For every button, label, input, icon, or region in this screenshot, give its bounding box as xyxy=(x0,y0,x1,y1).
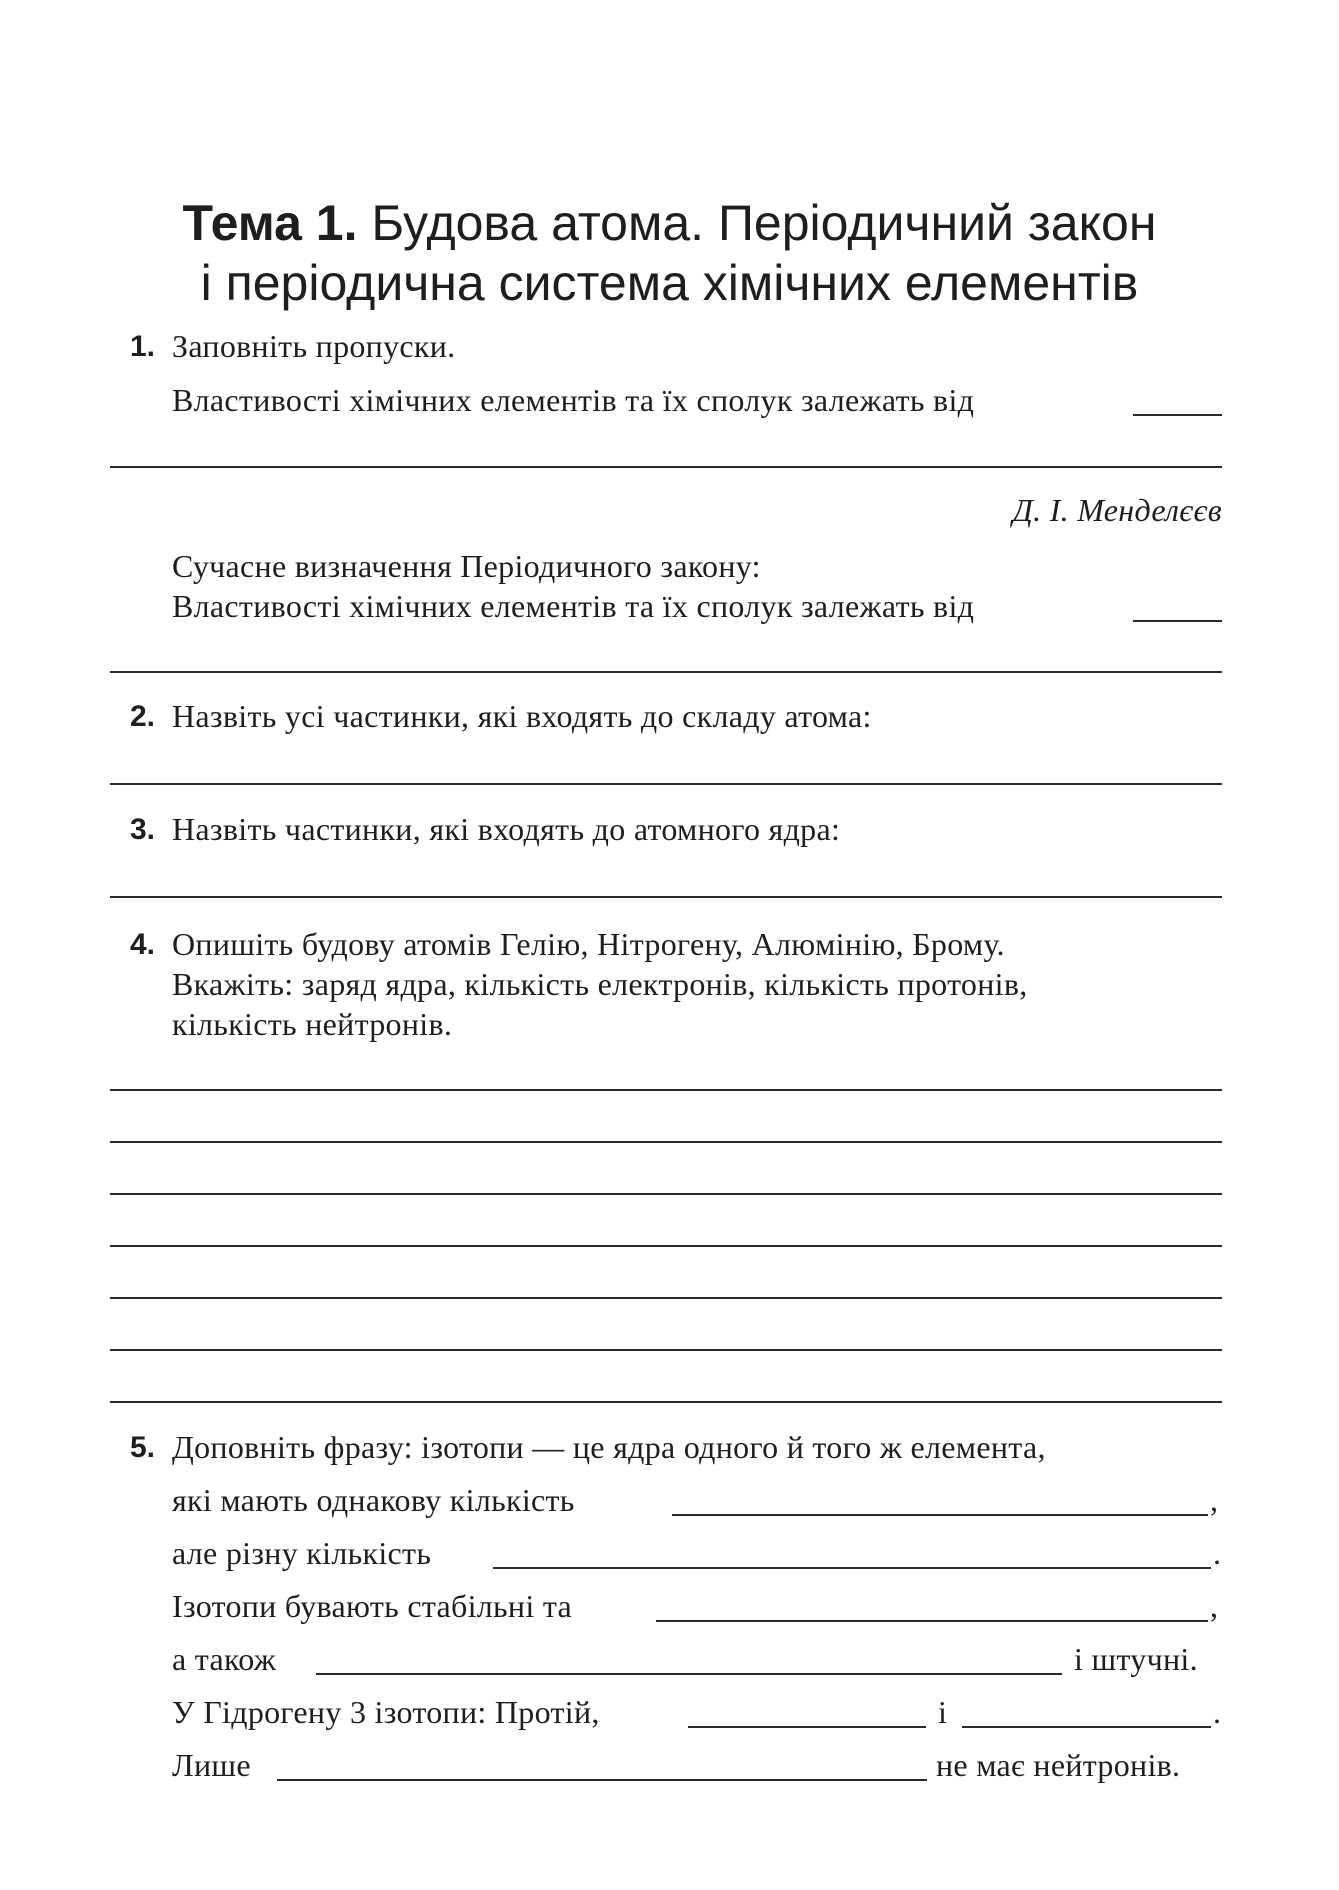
answer-blank-5f[interactable] xyxy=(962,1726,1211,1728)
answer-line-2[interactable] xyxy=(110,783,1222,785)
page-title-line-1 xyxy=(0,192,1339,254)
answer-blank-5d[interactable] xyxy=(316,1673,1062,1675)
answer-line-4[interactable] xyxy=(110,1141,1222,1143)
question-5-number: 5. xyxy=(130,1431,156,1464)
punct-period: . xyxy=(1213,1694,1222,1730)
punct-period: . xyxy=(1213,1535,1222,1571)
question-5-line-2: які мають однакову кількість xyxy=(172,1482,575,1518)
topic-number: Тема 1. xyxy=(182,195,358,251)
question-4-line-2: Вкажіть: заряд ядра, кількість електронів, кількість протонів, xyxy=(172,966,1028,1002)
question-5-line-3: але різну кількість xyxy=(172,1535,432,1571)
answer-blank-1a[interactable] xyxy=(1133,414,1222,416)
question-5-line-7: Лише xyxy=(172,1747,251,1783)
answer-blank-1b[interactable] xyxy=(1133,620,1222,622)
question-5-line-5-end: і штучні. xyxy=(1074,1641,1198,1677)
question-4-line-3: кількість нейтронів. xyxy=(172,1006,453,1042)
topic-title-part-1: Будова атома. Періодичний закон xyxy=(371,195,1157,251)
answer-line-4[interactable] xyxy=(110,1245,1222,1247)
punct-comma: , xyxy=(1210,1588,1219,1624)
question-2-text: Назвіть усі частинки, які входять до складу атома: xyxy=(172,698,872,734)
question-5-line-6: У Гідрогену 3 ізотопи: Протій, xyxy=(172,1694,600,1730)
question-5-line-7-end: не має нейтронів. xyxy=(936,1747,1181,1783)
question-5-line-4: Ізотопи бувають стабільні та xyxy=(172,1588,573,1624)
question-1-number: 1. xyxy=(130,330,156,363)
answer-line-4[interactable] xyxy=(110,1297,1222,1299)
question-2-number: 2. xyxy=(130,700,156,733)
question-5-line-5: а також xyxy=(172,1641,277,1677)
answer-line-3[interactable] xyxy=(110,896,1222,898)
question-5-line-1: Доповніть фразу: ізотопи — це ядра одного й того ж елемента, xyxy=(172,1429,1046,1465)
answer-line-4[interactable] xyxy=(110,1089,1222,1091)
answer-line-1a[interactable] xyxy=(110,466,1222,468)
page-title-line-2: і періодична система хімічних елементів xyxy=(200,255,1139,311)
answer-blank-5b[interactable] xyxy=(493,1567,1211,1569)
question-1-modern-intro: Сучасне визначення Періодичного закону: xyxy=(172,548,761,584)
answer-line-4[interactable] xyxy=(110,1193,1222,1195)
question-4-line-1: Опишіть будову атомів Гелію, Нітрогену, Алюмінію, Брому. xyxy=(172,926,1005,962)
answer-line-4[interactable] xyxy=(110,1401,1222,1403)
attribution-mendeleev: Д. І. Менделєєв xyxy=(1012,492,1222,528)
question-4-number: 4. xyxy=(130,928,156,961)
answer-blank-5e[interactable] xyxy=(688,1726,926,1728)
answer-blank-5c[interactable] xyxy=(656,1620,1208,1622)
answer-blank-5g[interactable] xyxy=(277,1779,927,1781)
conjunction-i: і xyxy=(938,1694,948,1730)
question-1-instruction: Заповніть пропуски. xyxy=(172,328,456,364)
punct-comma: , xyxy=(1210,1482,1219,1518)
question-3-number: 3. xyxy=(130,813,156,846)
question-3-text: Назвіть частинки, які входять до атомного ядра: xyxy=(172,811,841,847)
answer-line-4[interactable] xyxy=(110,1349,1222,1351)
question-1-line-2: Властивості хімічних елементів та їх сполук залежать від xyxy=(172,588,975,624)
answer-line-1b[interactable] xyxy=(110,671,1222,673)
question-1-line-1: Властивості хімічних елементів та їх сполук залежать від xyxy=(172,382,975,418)
answer-blank-5a[interactable] xyxy=(672,1514,1208,1516)
